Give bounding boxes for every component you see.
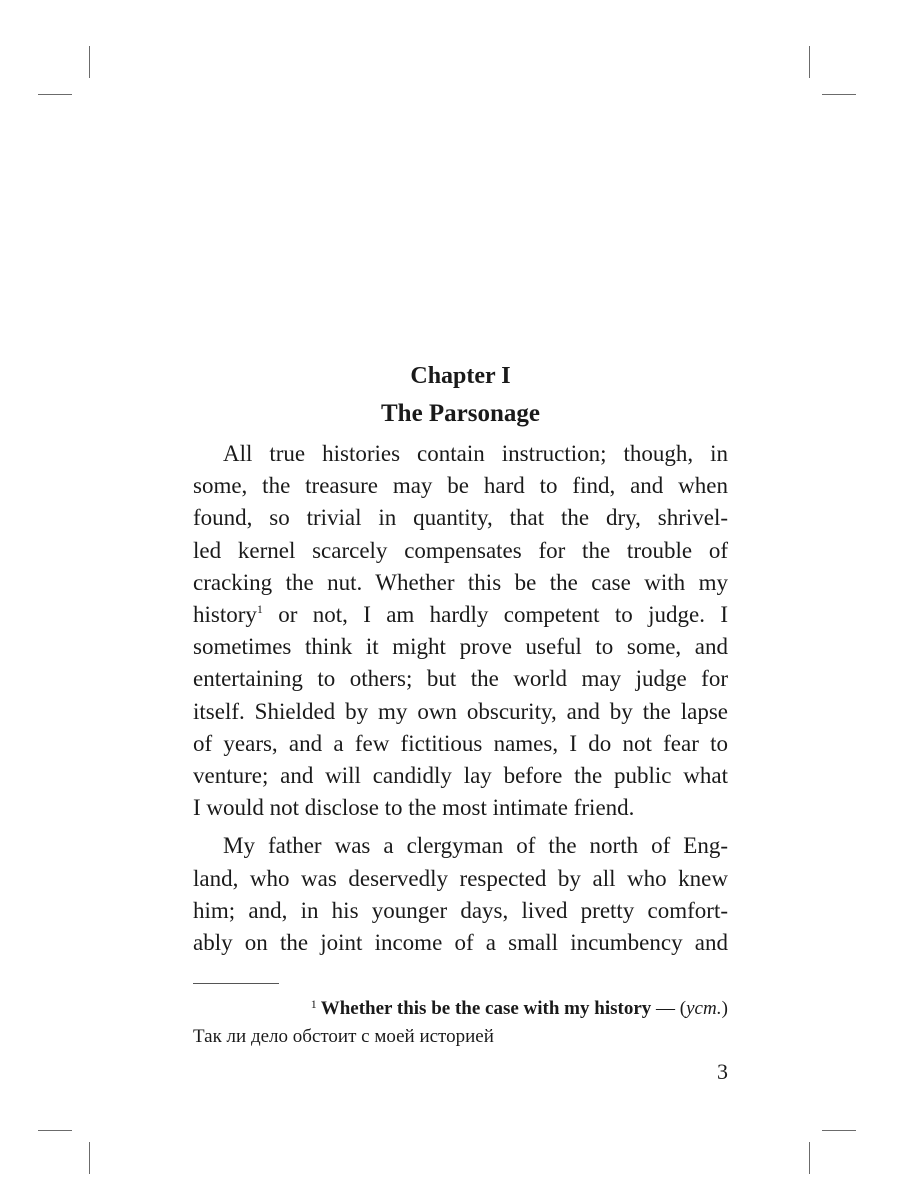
- chapter-number: Chapter I: [410, 363, 511, 389]
- crop-mark-bottom-right-vertical: [809, 1142, 810, 1174]
- footnote-divider: [193, 983, 279, 984]
- paragraph-2: [193, 830, 728, 959]
- text-line: entertaining to others; but the world may judge for: [193, 666, 728, 692]
- text-line: some, the treasure may be hard to find, and when: [193, 473, 728, 499]
- text-line-with-footnote: [193, 599, 728, 631]
- text-line: venture; and will candidly lay before the public what: [193, 763, 728, 789]
- crop-mark-bottom-left-vertical: [89, 1142, 90, 1174]
- text-line: My father was a clergyman of the north of Eng-: [223, 833, 728, 859]
- page-body: [193, 360, 728, 959]
- footnote-note: уст.: [686, 998, 722, 1019]
- footnote-translation: Так ли дело обстоит с моей историей: [193, 1026, 494, 1047]
- crop-mark-top-right-vertical: [809, 46, 810, 78]
- footnote-term: Whether this be the case with my history: [320, 998, 652, 1019]
- text-line: ably on the joint income of a small incumbency and: [193, 930, 728, 956]
- page-number: 3: [717, 1059, 728, 1084]
- footnote-line-1: [193, 990, 728, 1023]
- text-line: cracking the nut. Whether this be the case with my: [193, 569, 728, 595]
- crop-mark-bottom-right-horizontal: [822, 1130, 856, 1131]
- text-line: led kernel scarcely compensates for the trouble of: [193, 537, 728, 563]
- paragraph-1: [193, 438, 728, 824]
- chapter-title: The Parsonage: [380, 400, 541, 427]
- text-line: itself. Shielded by my own obscurity, and by the lapse: [193, 698, 728, 724]
- text-line: sometimes think it might prove useful to some, and: [193, 634, 728, 660]
- crop-mark-bottom-left-horizontal: [38, 1130, 72, 1131]
- text-line: land, who was deservedly respected by all who knew: [193, 865, 728, 891]
- crop-mark-top-left-vertical: [89, 46, 90, 78]
- text-line: All true histories contain instruction; though, in: [223, 441, 728, 466]
- text-line: him; and, in his younger days, lived pretty comfort-: [193, 897, 728, 923]
- footnote: [193, 990, 728, 1051]
- text-line: of years, and a few fictitious names, I do not fear to: [193, 730, 728, 756]
- crop-mark-top-right-horizontal: [822, 94, 856, 95]
- text-line: found, so trivial in quantity, that the dry, shrivel-: [193, 505, 728, 531]
- footnote-close: ): [721, 998, 728, 1019]
- text-line: I would not disclose to the most intimate friend.: [193, 795, 635, 821]
- text-fragment: history: [193, 602, 257, 628]
- text-fragment: or not, I am hardly competent to judge. I: [262, 602, 728, 628]
- footnote-reference[interactable]: 1: [256, 602, 263, 617]
- footnote-dash: — (: [651, 998, 687, 1019]
- crop-mark-top-left-horizontal: [38, 94, 72, 95]
- footnote-number: 1: [310, 997, 317, 1011]
